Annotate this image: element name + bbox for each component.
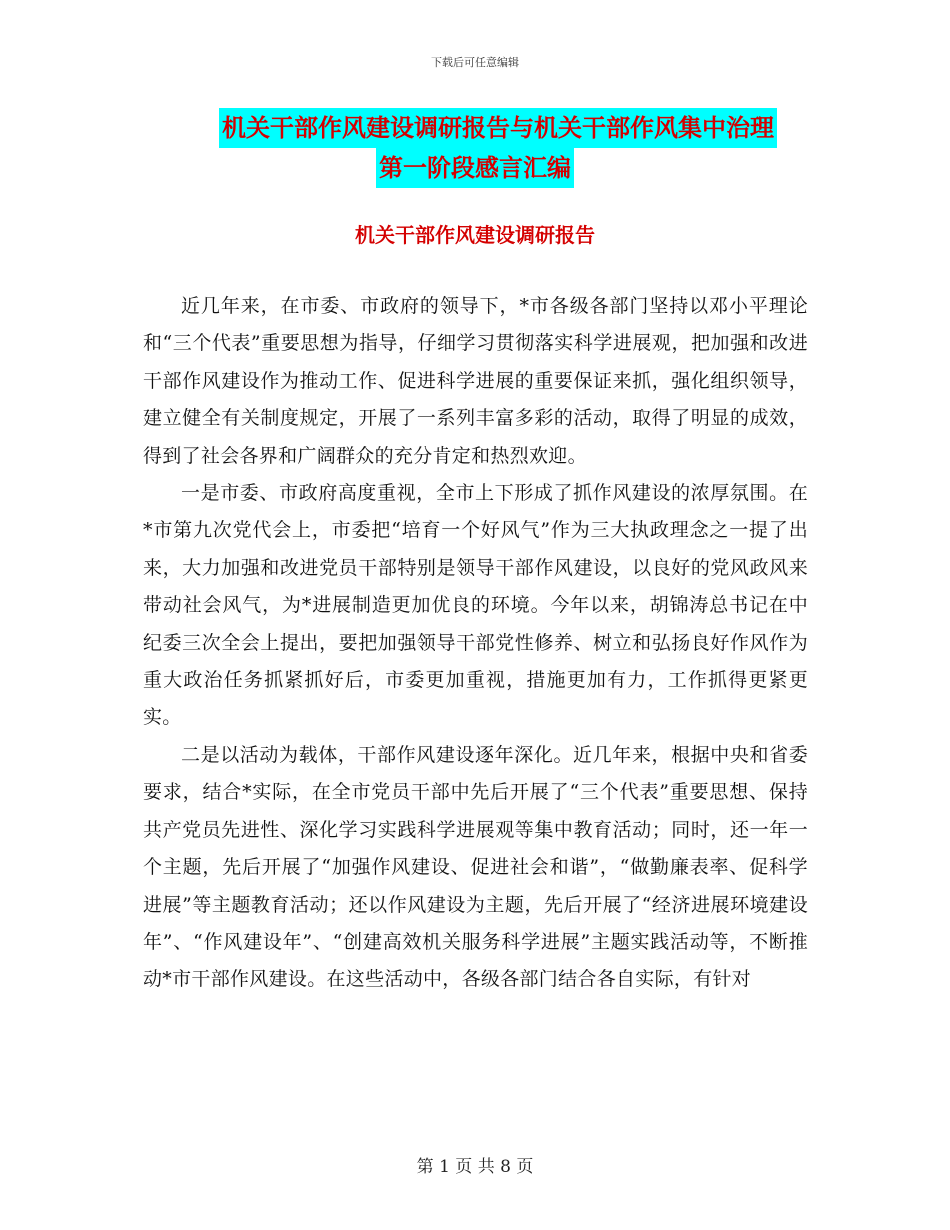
paragraph: 一是市委、市政府高度重视，全市上下形成了抓作风建设的浓厚氛围。在*市第九次党代会上，市委把“培育一个好风气”作为三大执政理念之一提了出来，大力加强和改进党员干部特别是领导干部作风建设，以良好的党风政风来带动社会风气，为*进展制造更加优良的环境。今年以来，胡锦涛总书记在中纪委三次全会上提出，要把加强领导干部党性修养、树立和弘扬良好作风作为重大政治任务抓紧抓好后，市委更加重视，措施更加有力，工作抓得更紧更实。 [143,482,808,729]
document-title [0,108,950,188]
section-title: 机关干部作风建设调研报告 [355,223,595,247]
page-number: 第 1 页 共 8 页 [416,1157,534,1177]
document-title-line-1: 机关干部作风建设调研报告与机关干部作风集中治理 [219,108,777,148]
paragraph: 二是以活动为载体，干部作风建设逐年深化。近几年来，根据中央和省委要求，结合*实际，在全市党员干部中先后开展了“三个代表”重要思想、保持共产党员先进性、深化学习实践科学进展观等集中教育活动；同时，还一年一个主题，先后开展了“加强作风建设、促进社会和谐”，“做勤廉表率、促科学进展”等主题教育活动；还以作风建设为主题，先后开展了“经济进展环境建设年”、“作风建设年”、“创建高效机关服务科学进展”主题实践活动等，不断推动*市干部作风建设。在这些活动中，各级各部门结合各自实际，有针对 [143,743,808,991]
paragraph: 近几年来，在市委、市政府的领导下，*市各级各部门坚持以邓小平理论和“三个代表”重要思想为指导，仔细学习贯彻落实科学进展观，把加强和改进干部作风建设作为推动工作、促进科学进展的重要保证来抓，强化组织领导，建立健全有关制度规定，开展了一系列丰富多彩的活动，取得了明显的成效，得到了社会各界和广阔群众的充分肯定和热烈欢迎。 [143,295,808,467]
download-note: 下载后可任意编辑 [431,56,519,69]
document-body [143,288,808,999]
document-title-line-2: 第一阶段感言汇编 [376,148,574,188]
